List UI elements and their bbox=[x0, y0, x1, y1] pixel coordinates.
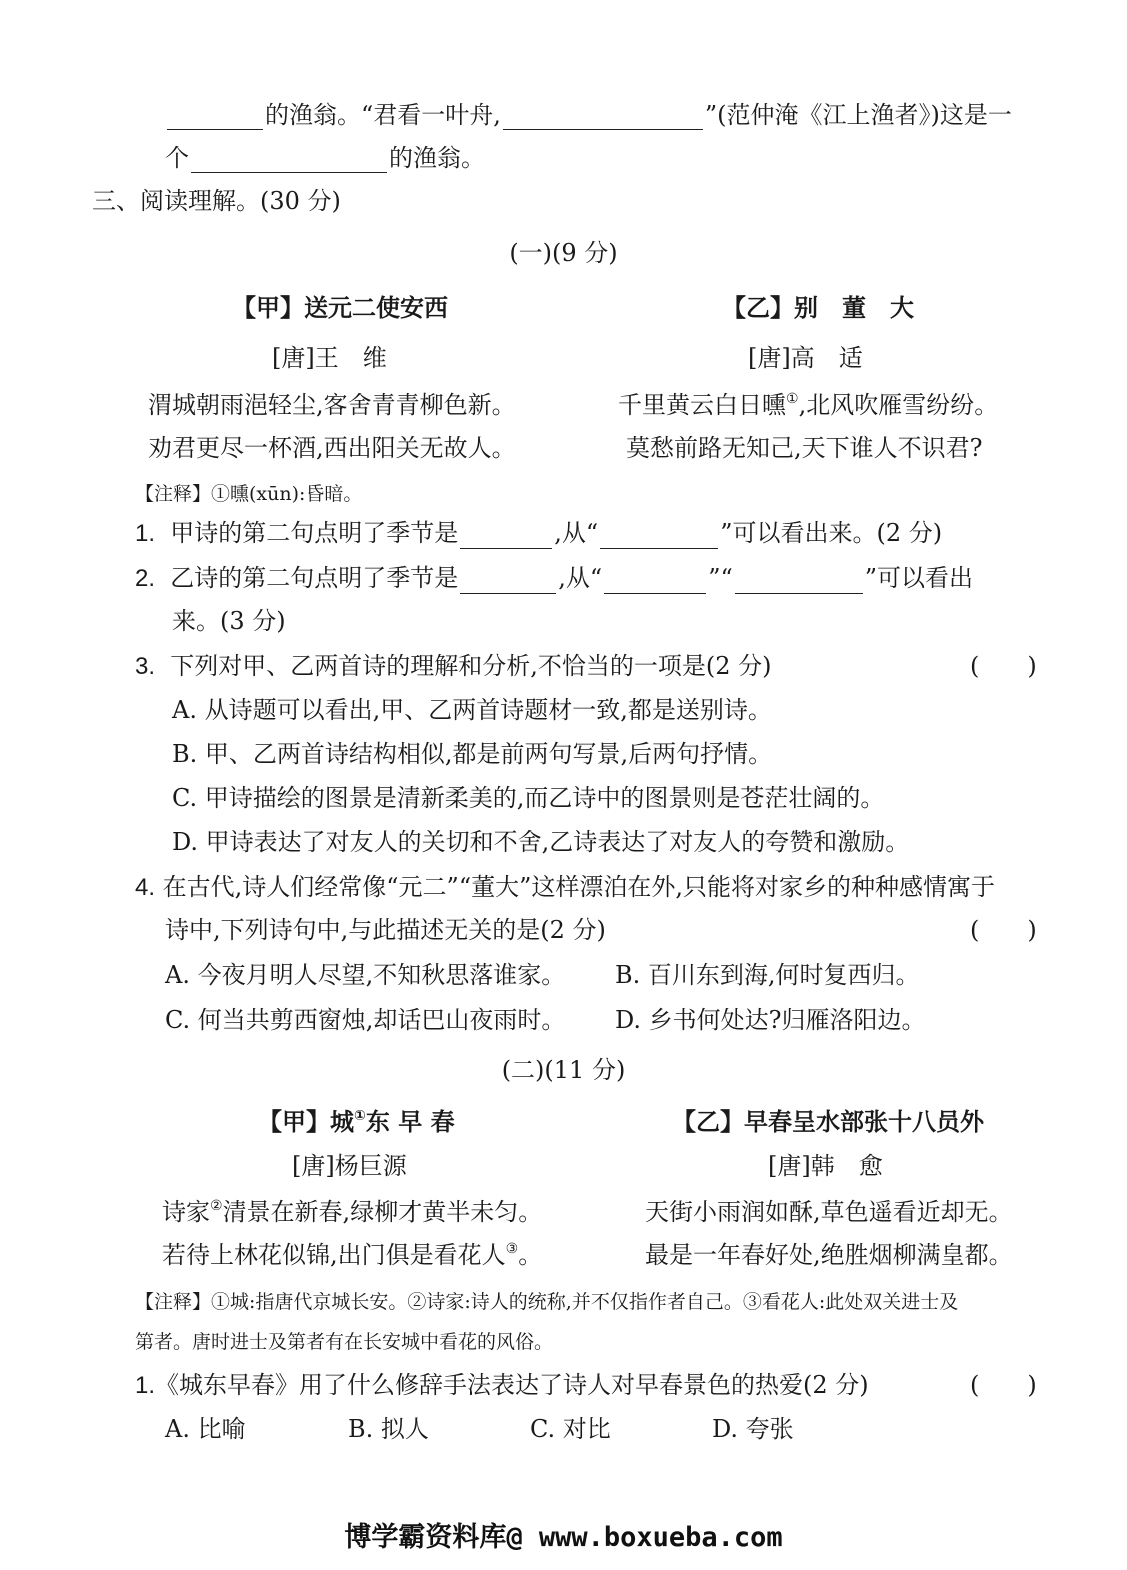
option-c: C. 甲诗描绘的图景是清新柔美的,而乙诗中的图景则是苍茫壮阔的。 bbox=[172, 784, 885, 812]
poem-a-line1: 诗家②清景在新春,绿柳才黄半未匀。 bbox=[162, 1198, 543, 1226]
answer-blank[interactable] bbox=[191, 148, 387, 173]
poem-a-author: [唐]杨巨源 bbox=[292, 1152, 407, 1180]
option-a: A. 从诗题可以看出,甲、乙两首诗题材一致,都是送别诗。 bbox=[172, 696, 772, 724]
option-a: A. 比喻 bbox=[165, 1415, 246, 1443]
question-1-3: 3. 下列对甲、乙两首诗的理解和分析,不恰当的一项是(2 分) bbox=[135, 652, 772, 680]
poem-b-line1: 千里黄云白日曛①,北风吹雁雪纷纷。 bbox=[618, 391, 999, 419]
poem-b-author: [唐]高 适 bbox=[748, 344, 863, 372]
question-1-4-cont: 诗中,下列诗句中,与此描述无关的是(2 分) bbox=[165, 916, 606, 944]
option-b: B. 甲、乙两首诗结构相似,都是前两句写景,后两句抒情。 bbox=[172, 740, 773, 768]
poem-b-line2: 最是一年春好处,绝胜烟柳满皇都。 bbox=[645, 1241, 1013, 1269]
poem-a-line2: 若待上林花似锦,出门俱是看花人③。 bbox=[162, 1241, 543, 1269]
fill-line-2: 个 的渔翁。 bbox=[165, 144, 485, 172]
poem-b-line1: 天街小雨润如酥,草色遥看近却无。 bbox=[645, 1198, 1013, 1226]
answer-blank[interactable] bbox=[735, 569, 863, 594]
fill-line-1: 的渔翁。“君看一叶舟, ”(范仲淹《江上渔者》)这是一 bbox=[165, 100, 1012, 130]
option-d: D. 乡书何处达?归雁洛阳边。 bbox=[615, 1006, 926, 1034]
part1-header: (一)(9 分) bbox=[509, 239, 618, 267]
note-1: 【注释】①曛(xūn):昏暗。 bbox=[135, 483, 363, 505]
poem-b-line2: 莫愁前路无知己,天下谁人不识君? bbox=[626, 434, 983, 462]
answer-blank[interactable] bbox=[167, 105, 263, 130]
option-b: B. 拟人 bbox=[348, 1415, 429, 1443]
poem-b-title: 【乙】早春呈水部张十八员外 bbox=[672, 1108, 984, 1136]
poem-a-line2: 劝君更尽一杯酒,西出阳关无故人。 bbox=[148, 434, 516, 462]
answer-paren[interactable]: ( ) bbox=[970, 652, 1037, 680]
question-1-2: 2. 乙诗的第二句点明了季节是 ,从“ ”“ ”可以看出 bbox=[135, 564, 974, 592]
poem-a-title: 【甲】送元二使安西 bbox=[232, 294, 448, 322]
question-1-4: 4. 在古代,诗人们经常像“元二”“董大”这样漂泊在外,只能将对家乡的种种感情寓于 bbox=[135, 873, 995, 901]
answer-blank[interactable] bbox=[604, 569, 706, 594]
answer-paren[interactable]: ( ) bbox=[970, 916, 1037, 944]
question-2-1: 1.《城东早春》用了什么修辞手法表达了诗人对早春景色的热爱(2 分) bbox=[135, 1371, 869, 1399]
poem-b-author: [唐]韩 愈 bbox=[768, 1152, 883, 1180]
note-2-line2: 第者。唐时进士及第者有在长安城中看花的风俗。 bbox=[135, 1331, 554, 1353]
answer-blank[interactable] bbox=[460, 524, 552, 549]
poem-a-line1: 渭城朝雨浥轻尘,客舍青青柳色新。 bbox=[148, 391, 516, 419]
option-b: B. 百川东到海,何时复西归。 bbox=[615, 961, 920, 989]
note-2-line1: 【注释】①城:指唐代京城长安。②诗家:诗人的统称,并不仅指作者自己。③看花人:此处双关进士及 bbox=[135, 1291, 959, 1313]
question-1-1: 1. 甲诗的第二句点明了季节是 ,从“ ”可以看出来。(2 分) bbox=[135, 519, 943, 547]
answer-blank[interactable] bbox=[503, 105, 703, 130]
poem-b-title: 【乙】别 董 大 bbox=[722, 294, 914, 322]
option-c: C. 何当共剪西窗烛,却话巴山夜雨时。 bbox=[165, 1006, 566, 1034]
option-d: D. 甲诗表达了对友人的关切和不舍,乙诗表达了对友人的夸赞和激励。 bbox=[172, 828, 910, 856]
question-1-2-cont: 来。(3 分) bbox=[172, 607, 286, 635]
option-c: C. 对比 bbox=[530, 1415, 611, 1443]
option-a: A. 今夜月明人尽望,不知秋思落谁家。 bbox=[165, 961, 566, 989]
poem-a-title: 【甲】城①东 早 春 bbox=[258, 1108, 455, 1136]
option-d: D. 夸张 bbox=[712, 1415, 794, 1443]
poem-a-author: [唐]王 维 bbox=[272, 344, 387, 372]
answer-blank[interactable] bbox=[460, 569, 556, 594]
answer-blank[interactable] bbox=[600, 524, 718, 549]
part2-header: (二)(11 分) bbox=[501, 1056, 626, 1084]
watermark: 博学霸资料库@ www.boxueba.com bbox=[344, 1522, 783, 1553]
answer-paren[interactable]: ( ) bbox=[970, 1371, 1037, 1399]
section-title: 三、阅读理解。(30 分) bbox=[92, 187, 341, 215]
